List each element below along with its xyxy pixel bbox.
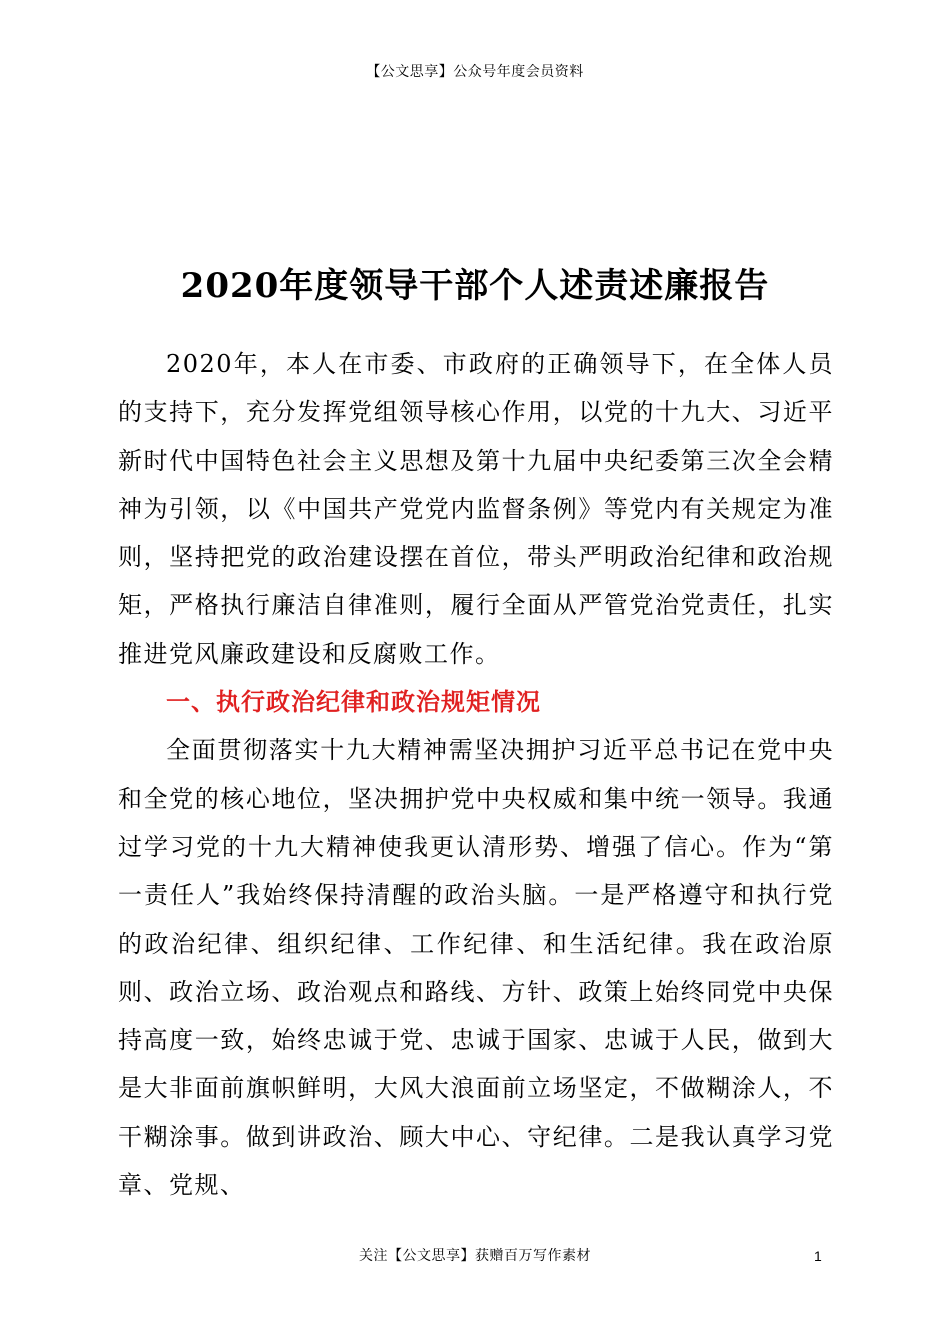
page-footer: 关注【公文思享】获赠百万写作素材	[359, 1248, 591, 1264]
intro-paragraph: 2020年，本人在市委、市政府的正确领导下，在全体人员的支持下，充分发挥党组领导核心作用，以党的十九大、习近平新时代中国特色社会主义思想及第十九届中央纪委第三次全会精神为引领，以《中国共产党党内监督条例》等党内有关规定为准则，坚持把党的政治建设摆在首位，带头严明政治纪律和政治规矩，严格执行廉洁自律准则，履行全面从严管党治党责任，扎实推进党风廉政建设和反腐败工作。	[118, 350, 834, 668]
document-body	[118, 340, 834, 1209]
section-heading: 一、执行政治纪律和政治规矩情况	[166, 688, 541, 717]
section-paragraph: 全面贯彻落实十九大精神需坚决拥护习近平总书记在党中央和全党的核心地位，坚决拥护党中央权威和集中统一领导。我通过学习党的十九大精神使我更认清形势、增强了信心。作为“第一责任人”我始终保持清醒的政治头脑。一是严格遵守和执行党的政治纪律、组织纪律、工作纪律、和生活纪律。我在政治原则、政治立场、政治观点和路线、方针、政策上始终同党中央保持高度一致，始终忠诚于党、忠诚于国家、忠诚于人民，做到大是大非面前旗帜鲜明，大风大浪面前立场坚定，不做糊涂人，不干糊涂事。做到讲政治、顾大中心、守纪律。二是我认真学习党章、党规、	[118, 736, 834, 1200]
page-number: 1	[814, 1248, 822, 1264]
document-title: 2020年度领导干部个人述责述廉报告	[180, 266, 770, 306]
page-header: 【公文思享】公众号年度会员资料	[366, 64, 584, 80]
